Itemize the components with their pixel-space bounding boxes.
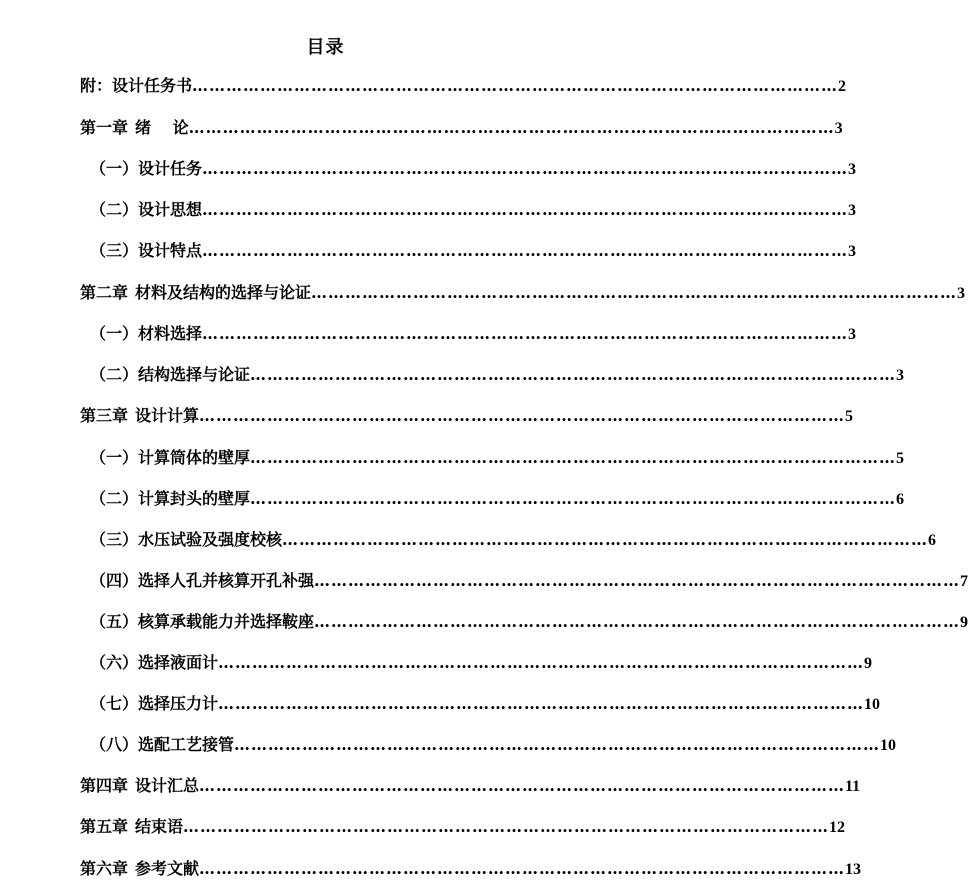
toc-entry-page: 3 [848, 326, 857, 343]
leader-dots: …………………………………………………………………………………………………… [192, 76, 839, 95]
toc-entry-section[interactable] [90, 733, 897, 757]
toc-entry-chapter-4[interactable] [80, 774, 861, 798]
chapter-title: 结束语 [135, 817, 184, 836]
toc-entry-section[interactable] [90, 239, 857, 263]
leader-dots: …………………………………………………………………………………………………… [314, 612, 961, 631]
toc-entry-page: 2 [838, 78, 847, 95]
chapter-number: 第六章 [80, 859, 129, 878]
toc-entry-label [80, 774, 199, 798]
leader-dots: …………………………………………………………………………………………………… [199, 406, 846, 425]
toc-entry-page: 6 [928, 532, 937, 549]
toc-entry-section[interactable] [90, 528, 937, 552]
toc-entry-section[interactable] [90, 651, 873, 675]
chapter-title: 设计计算 [135, 406, 200, 425]
toc-entry-section[interactable] [90, 157, 857, 181]
chapter-title: 参考文献 [135, 859, 200, 878]
toc-entry-chapter-5[interactable] [80, 815, 846, 839]
toc-entry-page: 12 [829, 819, 846, 836]
leader-dots: …………………………………………………………………………………………………… [314, 571, 961, 590]
leader-dots: …………………………………………………………………………………………………… [183, 817, 830, 836]
chapter-title: 设计汇总 [135, 776, 200, 795]
toc-entry-section[interactable] [90, 569, 968, 593]
toc-entry-section[interactable] [90, 487, 905, 511]
toc-entry-label: （六）选择液面计 [90, 653, 219, 672]
toc-entry-label: （二）设计思想 [90, 200, 203, 219]
toc-entry-page: 11 [845, 778, 861, 795]
chapter-number: 第三章 [80, 406, 129, 425]
toc-entry-page: 9 [864, 655, 873, 672]
toc-entry-label: （七）选择压力计 [90, 694, 219, 713]
leader-dots: …………………………………………………………………………………………………… [250, 365, 897, 384]
toc-entry-label [80, 116, 189, 140]
toc-entry-chapter-1[interactable] [80, 116, 843, 140]
toc-entry-label [80, 404, 199, 428]
toc-entry-label: （三）设计特点 [90, 241, 203, 260]
leader-dots: …………………………………………………………………………………………………… [202, 324, 849, 343]
toc-entry-label: （二）计算封头的壁厚 [90, 489, 251, 508]
toc-entry-label: （二）结构选择与论证 [90, 365, 251, 384]
toc-entry-label [80, 857, 199, 881]
toc-entry-page: 10 [880, 737, 897, 754]
toc-entry-page: 5 [845, 408, 854, 425]
toc-entry-label: （四）选择人孔并核算开孔补强 [90, 571, 315, 590]
chapter-title: 材料及结构的选择与论证 [135, 283, 312, 302]
leader-dots: …………………………………………………………………………………………………… [250, 489, 897, 508]
toc-entry-label: （八）选配工艺接管 [90, 735, 235, 754]
toc-entry-label: （三）水压试验及强度校核 [90, 530, 283, 549]
chapter-title: 绪 论 [135, 118, 189, 137]
leader-dots: …………………………………………………………………………………………………… [188, 118, 835, 137]
toc-entry-section[interactable] [90, 446, 905, 470]
toc-entry-chapter-6[interactable] [80, 857, 862, 881]
toc-entry-section[interactable] [90, 363, 905, 387]
toc-entry-page: 3 [848, 202, 857, 219]
toc-entry-page: 9 [960, 614, 968, 631]
leader-dots: …………………………………………………………………………………………………… [199, 776, 846, 795]
toc-entry-label: 附：设计任务书 [80, 76, 193, 95]
toc-entry-page: 7 [960, 573, 968, 590]
toc-entry-section[interactable] [90, 692, 881, 716]
leader-dots: …………………………………………………………………………………………………… [250, 448, 897, 467]
leader-dots: …………………………………………………………………………………………………… [202, 241, 849, 260]
toc-entry-page: 3 [848, 161, 857, 178]
toc-entry-chapter-2[interactable] [80, 281, 966, 305]
toc-entry-page: 3 [848, 243, 857, 260]
toc-entry-section[interactable] [90, 610, 968, 634]
toc-entry-appendix[interactable] [80, 74, 847, 98]
toc-entry-section[interactable] [90, 198, 857, 222]
chapter-number: 第五章 [80, 817, 129, 836]
toc-entry-label: （一）材料选择 [90, 324, 203, 343]
leader-dots: …………………………………………………………………………………………………… [202, 159, 849, 178]
toc-entry-label: （五）核算承载能力并选择鞍座 [90, 612, 315, 631]
toc-entry-page: 10 [864, 696, 881, 713]
leader-dots: …………………………………………………………………………………………………… [311, 283, 958, 302]
toc-entry-page: 3 [896, 367, 905, 384]
toc-entry-page: 13 [845, 861, 862, 878]
toc-entry-chapter-3[interactable] [80, 404, 854, 428]
leader-dots: …………………………………………………………………………………………………… [218, 653, 865, 672]
toc-entry-label: （一）设计任务 [90, 159, 203, 178]
leader-dots: …………………………………………………………………………………………………… [202, 200, 849, 219]
chapter-number: 第四章 [80, 776, 129, 795]
leader-dots: …………………………………………………………………………………………………… [234, 735, 881, 754]
toc-entry-label: （一）计算筒体的壁厚 [90, 448, 251, 467]
toc-entry-label [80, 815, 183, 839]
toc-entry-page: 3 [957, 285, 966, 302]
toc-title: 目录 [306, 37, 345, 58]
leader-dots: …………………………………………………………………………………………………… [199, 859, 846, 878]
chapter-number: 第一章 [80, 118, 129, 137]
toc-entry-label [80, 281, 311, 305]
leader-dots: …………………………………………………………………………………………………… [282, 530, 929, 549]
toc-entry-page: 6 [896, 491, 905, 508]
toc-entry-page: 5 [896, 450, 905, 467]
toc-entry-section[interactable] [90, 322, 857, 346]
toc-entry-page: 3 [834, 120, 843, 137]
chapter-number: 第二章 [80, 283, 129, 302]
leader-dots: …………………………………………………………………………………………………… [218, 694, 865, 713]
